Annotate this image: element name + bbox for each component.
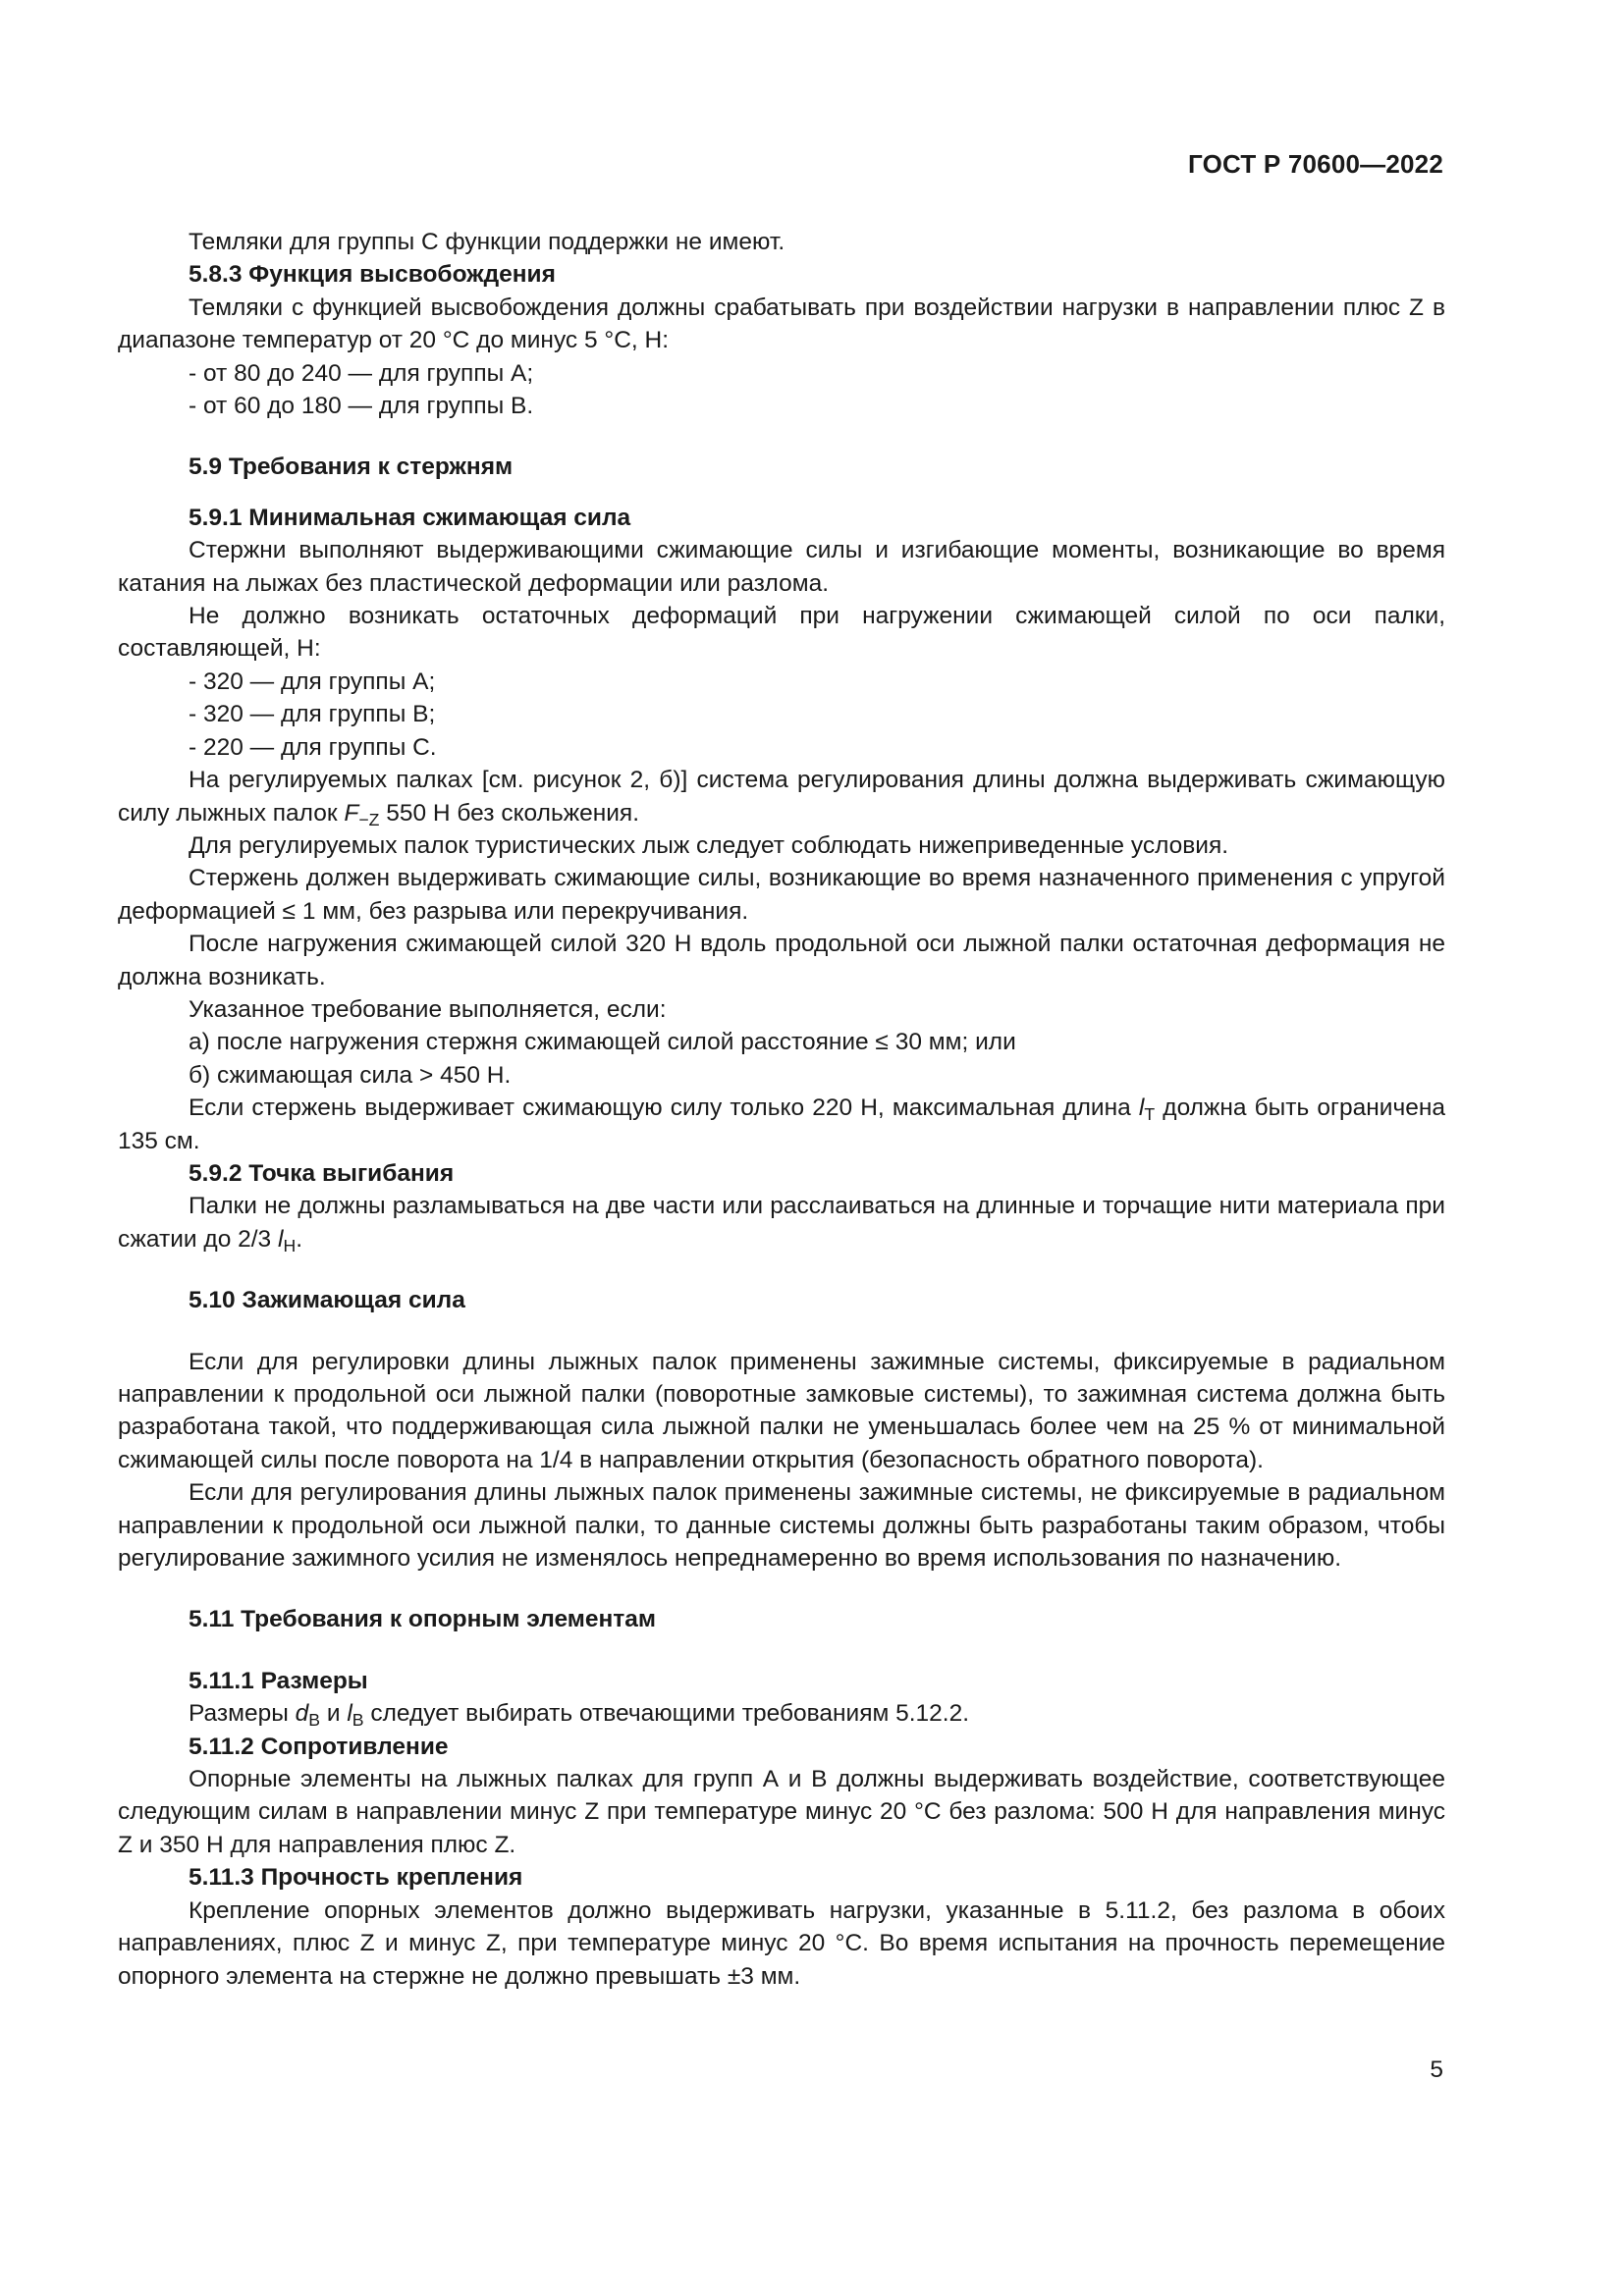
paragraph: После нагружения сжимающей силой 320 Н вдоль продольной оси лыжной палки остаточная деформация не должна возникать. [118, 931, 1445, 990]
subsection-heading-5-9-1: 5.9.1 Минимальная сжимающая сила [189, 504, 631, 531]
section-heading-5-11: 5.11 Требования к опорным элементам [189, 1606, 657, 1633]
paragraph: На регулируемых палках [см. рисунок 2, б)] система регулирования длины должна выдерживать сжимающую силу лыжных палок $F_{-Z}$ 550 Н без скольжения. [118, 767, 1445, 829]
subsection-heading-5-11-1: 5.11.1 Размеры [189, 1667, 368, 1694]
paragraph: Указанное требование выполняется, если: [189, 995, 667, 1023]
section-heading-5-9: 5.9 Требования к стержням [189, 454, 514, 481]
section-heading-5-10: 5.10 Зажимающая сила [189, 1287, 465, 1314]
list-item: - от 80 до 240 — для группы А; [189, 359, 534, 387]
list-item: - 220 — для группы С. [189, 733, 437, 761]
force-symbol: F [344, 799, 359, 827]
list-item: а) после нагружения стержня сжимающей силой расстояние ≤ 30 мм; или [189, 1029, 1016, 1056]
length-symbol: l [347, 1700, 352, 1728]
page-number: 5 [1430, 2056, 1443, 2083]
diameter-symbol: d [295, 1700, 309, 1728]
paragraph: Если для регулирования длины лыжных палок применены зажимные системы, не фиксируемые в радиальном направлении к продольной оси лыжной палки, то данные системы должны быть разработаны таким образом, чтобы регулирование зажимного усилия не изменялось непреднамеренно во время использования по назначению. [118, 1479, 1445, 1573]
paragraph: Стержни выполняют выдерживающими сжимающие силы и изгибающие моменты, возникающие во время катания на лыжах без пластической деформации или разлома. [118, 537, 1445, 597]
paragraph: Опорные элементы на лыжных палках для групп А и В должны выдерживать воздействие, соответствующее следующим силам в направлении минус Z при температуре минус 20 °С без разлома: 500 Н для направления минус Z и 350 Н для направления плюс Z. [118, 1766, 1445, 1858]
length-symbol: l [1138, 1095, 1145, 1122]
paragraph: Если стержень выдерживает сжимающую силу только 220 Н, максимальная длина $l_T$ должна быть ограничена 135 см. [118, 1095, 1445, 1154]
paragraph: Если для регулировки длины лыжных палок применены зажимные системы, фиксируемые в радиальном направлении к продольной оси лыжной палки (поворотные замковые системы), то зажимная система должна быть разработана такой, что поддерживающая сила лыжной палки не уменьшалась более чем на 25 % от минимальной сжимающей силы после поворота на 1/4 в направлении открытия (безопасность обратного поворота). [118, 1348, 1445, 1473]
paragraph: Размеры $d_В$ и $l_В$ следует выбирать отвечающими требованиям 5.12.2. [189, 1700, 970, 1731]
paragraph: Крепление опорных элементов должно выдерживать нагрузки, указанные в 5.11.2, без разлома в обоих направлениях, плюс Z и минус Z, при температуре минус 20 °С. Во время испытания на прочность перемещение опорного элемента на стержне не должно превышать ±3 мм. [118, 1896, 1445, 1990]
subsection-heading-5-11-3: 5.11.3 Прочность крепления [189, 1864, 523, 1892]
paragraph: Не должно возникать остаточных деформаций при нагружении сжимающей силой по оси палки, составляющей, Н: [118, 603, 1445, 663]
list-item: б) сжимающая сила > 450 Н. [189, 1061, 512, 1089]
subsection-heading-5-8-3: 5.8.3 Функция высвобождения [189, 261, 556, 289]
paragraph: Палки не должны разламываться на две части или расслаиваться на длинные и торчащие нити материала при сжатии до 2/3 $l_Н$. [118, 1193, 1445, 1255]
subsection-heading-5-11-2: 5.11.2 Сопротивление [189, 1733, 449, 1760]
paragraph: Стержень должен выдерживать сжимающие силы, возникающие во время назначенного применения с упругой деформацией ≤ 1 мм, без разрыва или перекручивания. [118, 865, 1445, 925]
paragraph: Темляки с функцией высвобождения должны срабатывать при воздействии нагрузки в направлении плюс Z в диапазоне температур от 20 °С до минус 5 °С, Н: [118, 294, 1445, 354]
paragraph: Для регулируемых палок туристических лыж следует соблюдать нижеприведенные условия. [189, 831, 1229, 859]
list-item: - от 60 до 180 — для группы В. [189, 393, 534, 420]
list-item: - 320 — для группы В; [189, 701, 436, 728]
page-content [118, 226, 1445, 1993]
subsection-heading-5-9-2: 5.9.2 Точка выгибания [189, 1159, 455, 1187]
paragraph: Темляки для группы С функции поддержки не имеют. [189, 229, 785, 255]
length-symbol: l [278, 1225, 284, 1253]
list-item: - 320 — для группы А; [189, 667, 436, 695]
document-code: ГОСТ Р 70600—2022 [1188, 149, 1443, 179]
